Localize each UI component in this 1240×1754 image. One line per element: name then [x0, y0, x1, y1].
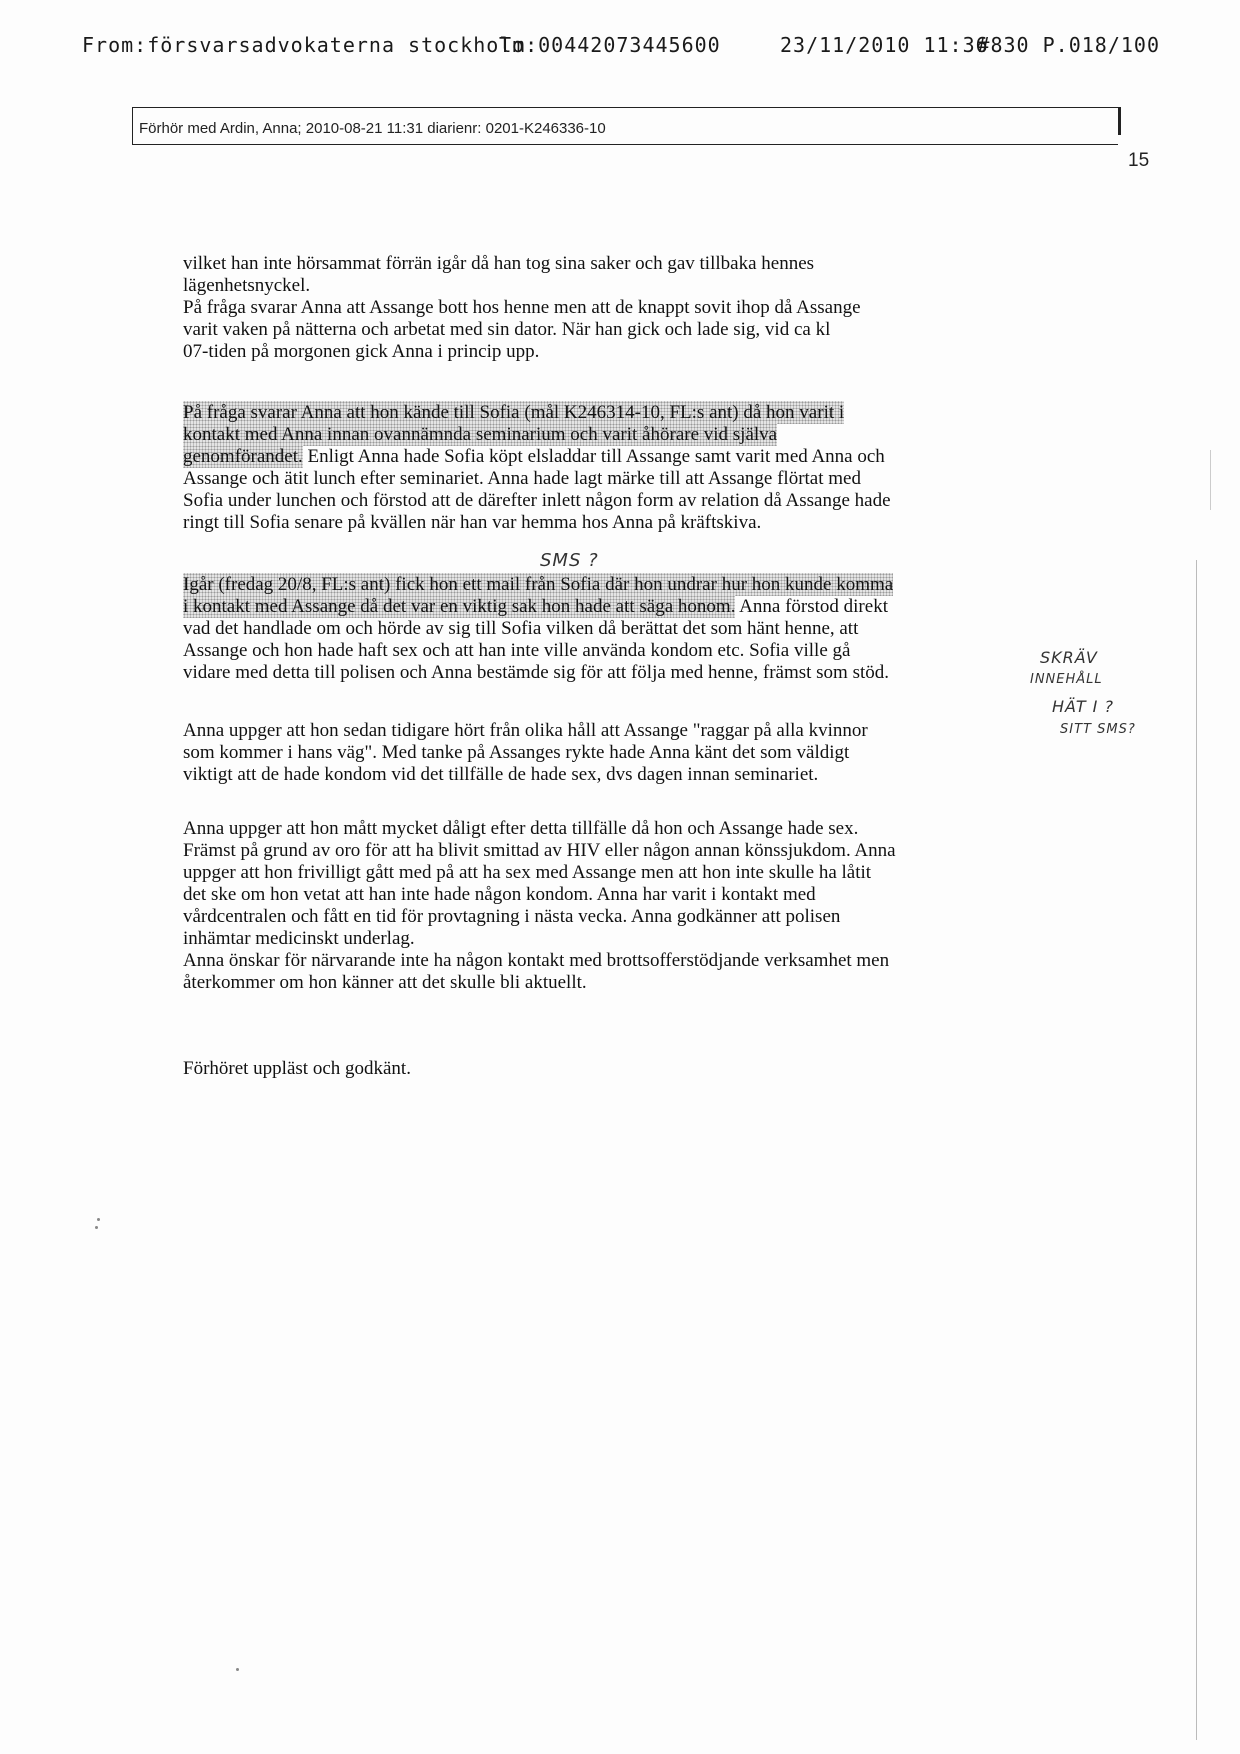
text-line: Assange och hon hade haft sex och att han inte ville använda kondom etc. Sofia ville gå [183, 640, 851, 661]
text-line: varit vaken på nätterna och arbetat med sin dator. När han gick och lade sig, vid ca kl [183, 319, 831, 340]
margin-note: HÄT I ? [1052, 697, 1114, 716]
text-line: vårdcentralen och fått en tid för provtagning i nästa vecka. Anna godkänner att polisen [183, 906, 841, 927]
text-line: vidare med detta till polisen och Anna bestämde sig för att följa med henne, främst som stöd. [183, 662, 889, 683]
paragraph-3 [183, 574, 1083, 684]
margin-note: INNEHÅLL [1030, 672, 1103, 687]
scan-edge-line [1196, 560, 1197, 1740]
margin-note: SITT SMS? [1060, 722, 1136, 737]
text-line: uppger att hon frivilligt gått med på att ha sex med Assange men att hon inte skulle ha låtit [183, 862, 872, 883]
highlighted-text: På fråga svarar Anna att hon kände till Sofia (mål K246314-10, FL:s ant) då hon varit i [183, 402, 845, 423]
paragraph-4 [183, 720, 1063, 786]
text-line: ringt till Sofia senare på kvällen när han var hemma hos Anna på kräftskiva. [183, 512, 762, 533]
box-edge [1118, 107, 1121, 135]
text-line: vilket han inte hörsammat förrän igår då han tog sina saker och gav tillbaka hennes [183, 253, 815, 274]
text-line: lägenhetsnyckel. [183, 275, 311, 296]
highlighted-text: i kontakt med Assange då det var en viktig sak hon hade att säga honom. [183, 596, 736, 617]
text-line: inhämtar medicinskt underlag. [183, 928, 415, 949]
fax-header [82, 33, 1160, 63]
text-line: viktigt att de hade kondom vid det tillfälle de hade sex, dvs dagen innan seminariet. [183, 764, 819, 785]
text-line: återkommer om hon känner att det skulle bli aktuellt. [183, 972, 587, 993]
highlighted-text: Igår (fredag 20/8, FL:s ant) fick hon ett mail från Sofia där hon undrar hur hon kunde komma [183, 574, 894, 595]
document-header-box [132, 107, 1118, 145]
paragraph-5 [183, 818, 1063, 994]
page-number: 15 [1128, 150, 1150, 171]
text-line: vad det handlade om och hörde av sig till Sofia vilken då berättat det som hänt henne, att [183, 618, 859, 639]
text-line: Anna uppger att hon sedan tidigare hört från olika håll att Assange "raggar på alla kvinnor [183, 720, 868, 741]
text-line: Förhöret uppläst och godkänt. [183, 1058, 411, 1079]
highlighted-text: kontakt med Anna innan ovannämnda seminarium och varit åhörare vid själva [183, 424, 778, 445]
fax-page: #830 P.018/100 [977, 33, 1160, 57]
closing-statement [183, 1058, 1063, 1080]
text-line: Sofia under lunchen och förstod att de därefter inlett någon form av relation då Assange hade [183, 490, 891, 511]
scan-mark [1210, 450, 1211, 510]
text-line: Assange och ätit lunch efter seminariet. Anna hade lagt märke till att Assange flörtat med [183, 468, 861, 489]
scan-speck [97, 1218, 100, 1221]
fax-from: From:försvarsadvokaterna stockholm [82, 33, 526, 57]
text-span: Enligt Anna hade Sofia köpt elsladdar till Assange samt varit med Anna och [302, 446, 885, 467]
paragraph-1 [183, 253, 1063, 363]
highlighted-text: genomförandet. [183, 446, 303, 467]
scan-speck [236, 1668, 239, 1671]
text-span: Anna förstod direkt [735, 596, 888, 617]
document-header-label: Förhör med Ardin, Anna; 2010-08-21 11:31 diarienr: 0201-K246336-10 [139, 120, 606, 137]
fax-datetime: 23/11/2010 11:36 [780, 33, 989, 57]
text-line: På fråga svarar Anna att Assange bott hos henne men att de knappt sovit ihop då Assange [183, 297, 861, 318]
text-line: det ske om hon vetat att han inte hade någon kondom. Anna har varit i kontakt med [183, 884, 816, 905]
text-line: 07-tiden på morgonen gick Anna i princip upp. [183, 341, 540, 362]
text-line: Anna uppger att hon mått mycket dåligt efter detta tillfälle då hon och Assange hade sex. [183, 818, 859, 839]
text-line: som kommer i hans väg". Med tanke på Assanges rykte hade Anna känt det som väldigt [183, 742, 850, 763]
handwritten-note: SMS ? [540, 550, 599, 571]
scan-speck [95, 1226, 98, 1229]
paragraph-2 [183, 402, 1083, 534]
fax-to: To:00442073445600 [499, 33, 721, 57]
text-line: Främst på grund av oro för att ha blivit smittad av HIV eller någon annan könssjukdom. Anna [183, 840, 896, 861]
margin-note: SKRÄV [1040, 648, 1098, 667]
text-line: Anna önskar för närvarande inte ha någon kontakt med brottsofferstödjande verksamhet men [183, 950, 890, 971]
